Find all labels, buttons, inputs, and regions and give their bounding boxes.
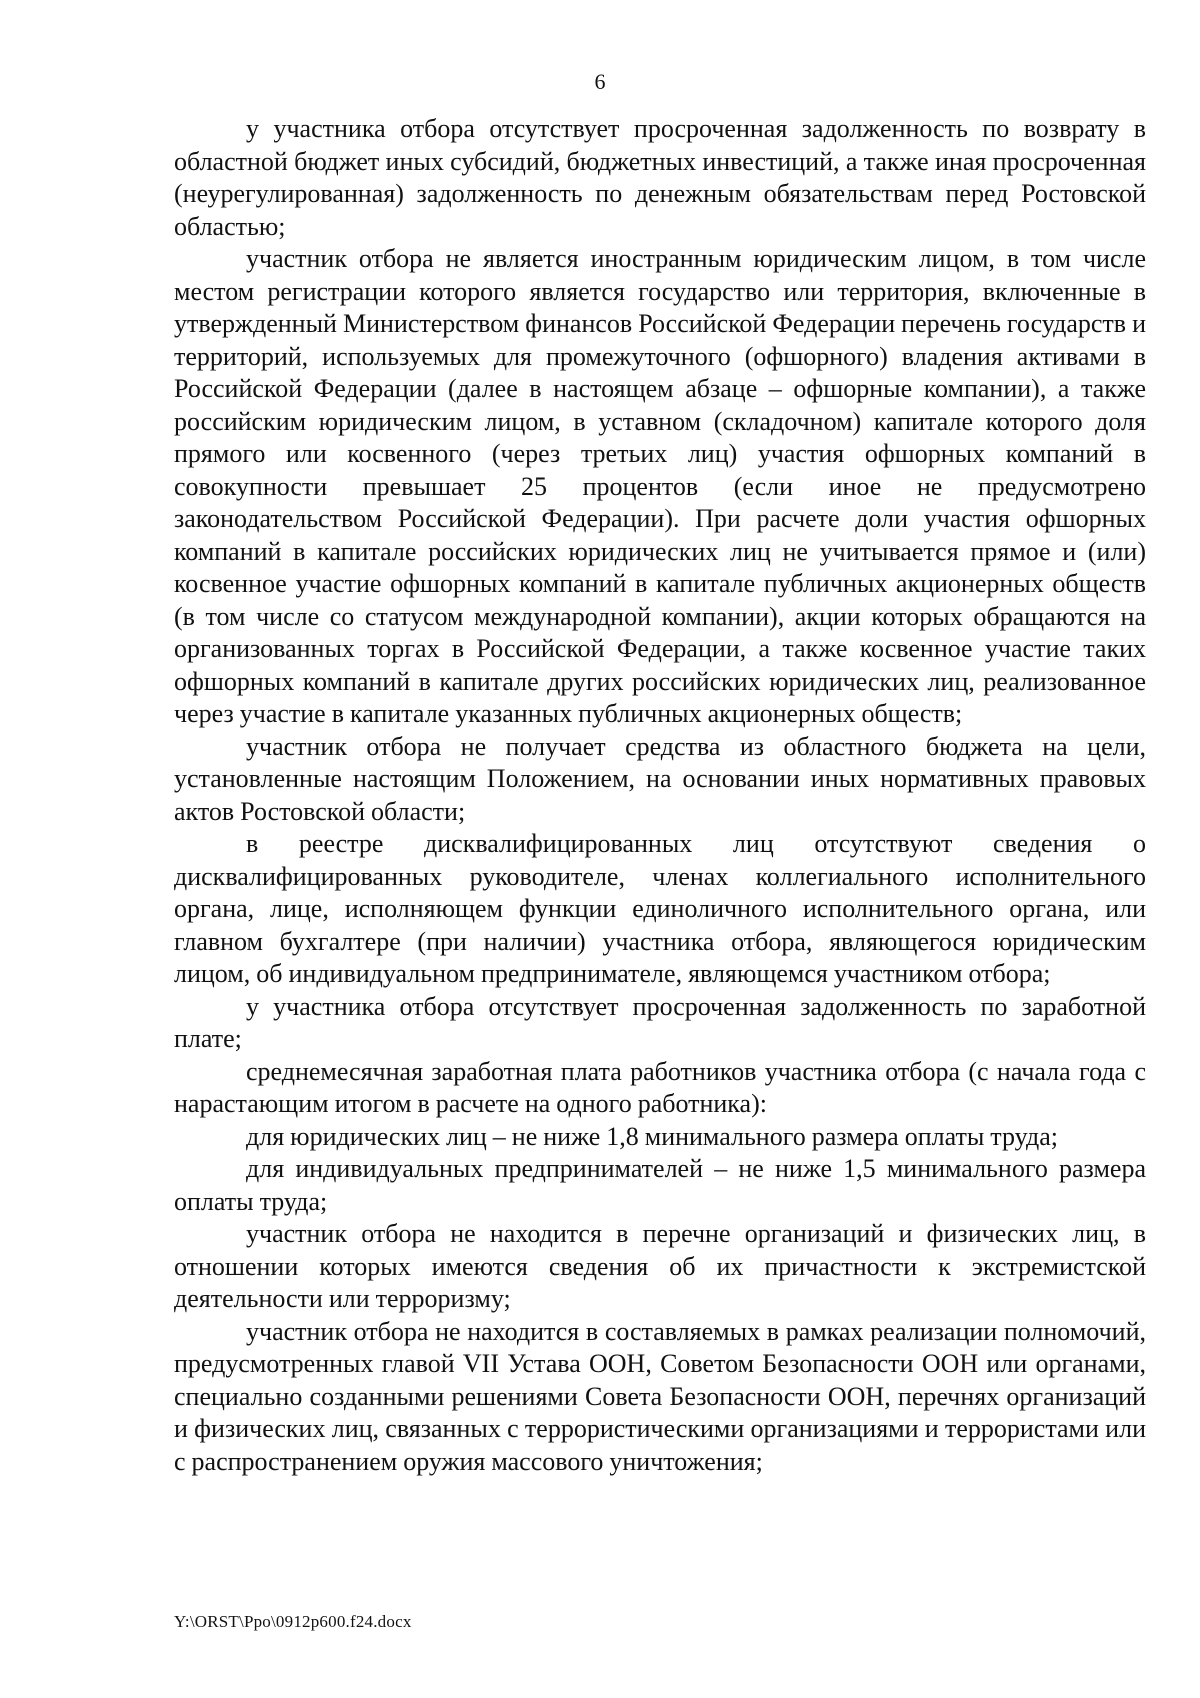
paragraph-un-lists: участник отбора не находится в составляемых в рамках реализации полномочий, предусмотренных главой VII Устава ООН, Советом Безопасности ООН или органами, специально созданными решениями Совета Безопасности ООН, перечнях организаций и физических лиц, связанных с террористическими организациями и террористами или с распространением оружия массового уничтожения; [174, 1316, 1146, 1476]
paragraph-wage-debt: у участника отбора отсутствует просроченная задолженность по заработной плате; [174, 991, 1146, 1053]
paragraph-legal-entities-wage: для юридических лиц – не ниже 1,8 минимального размера оплаты труда; [246, 1121, 1058, 1151]
paragraph-disqualified-registry: в реестре дисквалифицированных лиц отсутствуют сведения о дисквалифицированных руководителе, членах коллегиального исполнительного органа, лице, исполняющем функции единоличного исполнительного органа, или главном бухгалтере (при наличии) участника отбора, являющегося юридическим лицом, об индивидуальном предпринимателе, являющемся участником отбора; [174, 829, 1146, 988]
paragraph-no-budget-funds: участник отбора не получает средства из областного бюджета на цели, установленные настоящим Положением, на основании иных нормативных правовых актов Ростовской области; [174, 731, 1146, 826]
paragraph-average-wage: среднемесячная заработная плата работников участника отбора (с начала года с нарастающим итогом в расчете на одного работника): [174, 1056, 1146, 1118]
paragraph-entrepreneurs-wage: для индивидуальных предпринимателей – не ниже 1,5 минимального размера оплаты труда; [174, 1154, 1146, 1216]
document-body [174, 113, 1146, 1478]
page-number: 6 [594, 69, 606, 94]
paragraph-overdue-debt: у участника отбора отсутствует просроченная задолженность по возврату в областной бюджет иных субсидий, бюджетных инвестиций, а также иная просроченная (неурегулированная) задолженность по денежным обязательствам перед Ростовской областью; [174, 114, 1146, 241]
footer-file-path: Y:\ORST\Ppo\0912p600.f24.docx [174, 1612, 412, 1631]
paragraph-offshore: участник отбора не является иностранным юридическим лицом, в том числе местом регистрации которого является государство или территория, включенные в утвержденный Министерством финансов Российской Федерации перечень государств и территорий, используемых для промежуточного (офшорного) владения активами в Российской Федерации (далее в настоящем абзаце – офшорные компании), а также российским юридическим лицом, в уставном (складочном) капитале которого доля прямого или косвенного (через третьих лиц) участия офшорных компаний в совокупности превышает 25 процентов (если иное не предусмотрено законодательством Российской Федерации). При расчете доли участия офшорных компаний в капитале российских юридических лиц не учитывается прямое и (или) косвенное участие офшорных компаний в капитале публичных акционерных обществ (в том числе со статусом международной компании), акции которых обращаются на организованных торгах в Российской Федерации, а также косвенное участие таких офшорных компаний в капитале других российских юридических лиц, реализованное через участие в капитале указанных публичных акционерных обществ; [174, 244, 1146, 728]
paragraph-extremism-list: участник отбора не находится в перечне организаций и физических лиц, в отношении которых имеются сведения об их причастности к экстремистской деятельности или терроризму; [174, 1219, 1146, 1313]
